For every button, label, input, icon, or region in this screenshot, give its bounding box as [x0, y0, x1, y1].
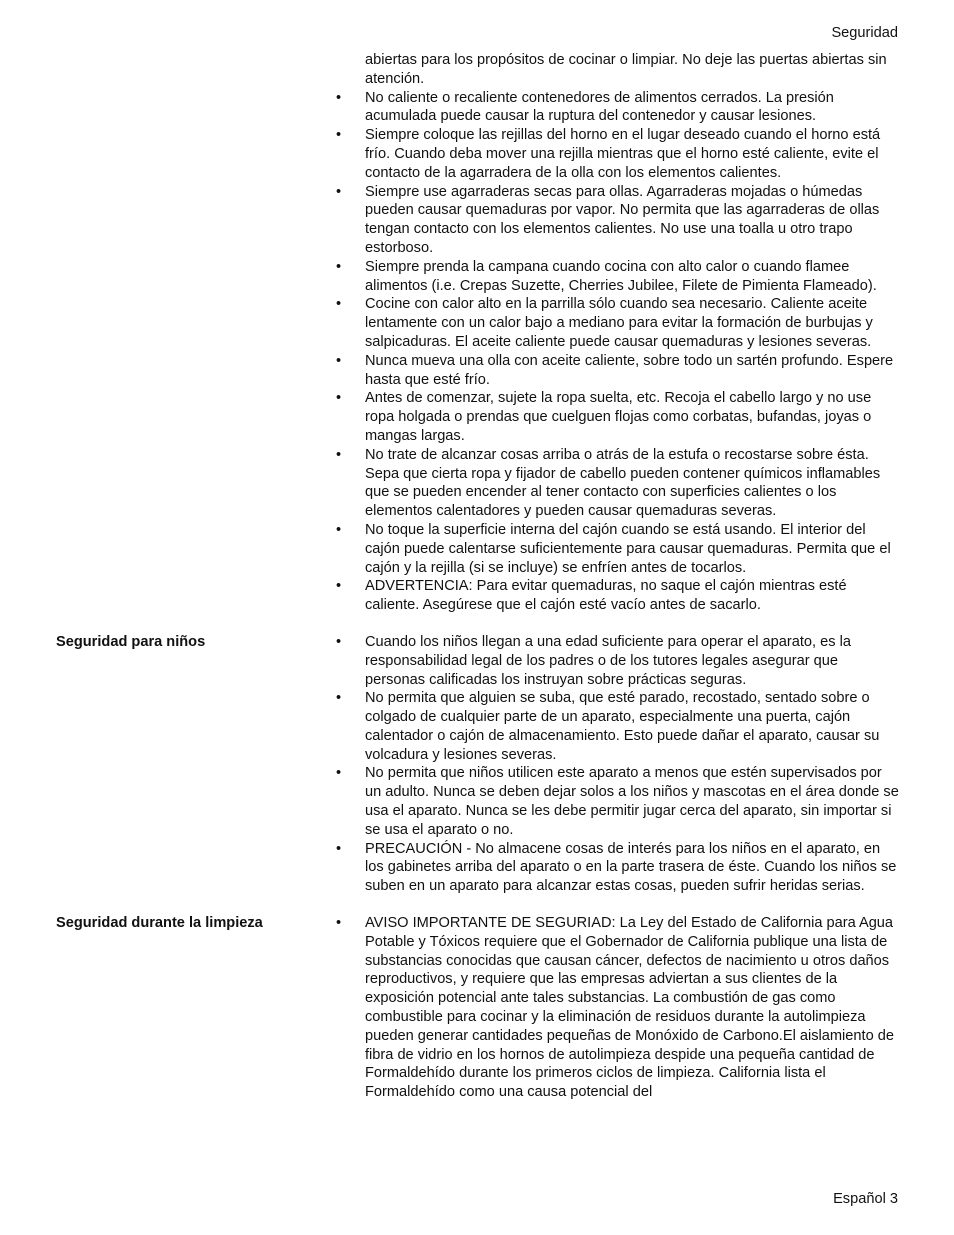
page-content: [56, 51, 900, 1102]
bullet-icon: •: [336, 127, 342, 144]
section-body: [336, 914, 900, 1102]
section-heading: [56, 51, 336, 615]
section-body: [336, 51, 900, 615]
bullet-icon: •: [336, 521, 342, 538]
list-item: [336, 446, 900, 521]
list-item-text: Siempre coloque las rejillas del horno en el lugar deseado cuando el horno está frío. Cuando deba mover una rejilla mientras que el horno esté caliente, evite el contacto de la agarradera de la olla con los elementos calientes.: [365, 127, 881, 181]
section-cleaning-safety: [56, 914, 900, 1102]
bullet-list: [336, 633, 900, 896]
list-item-text: PRECAUCIÓN - No almacene cosas de interés para los niños en el aparato, en los gabinetes arriba del aparato o en la parte trasera de éste. Cuando los niños se suben en un aparato para alcanzar estas cosas, pueden sufrir heridas serias.: [365, 840, 897, 895]
list-item: [336, 89, 900, 127]
bullet-icon: •: [336, 915, 342, 932]
list-item-text: No trate de alcanzar cosas arriba o atrás de la estufa o recostarse sobre ésta. Sepa que cierta ropa y fijador de cabello pueden contener químicos inflamables que se pueden encender al tener contacto con superficies calientes o los elementos calentadores y pueden causar quemaduras severas.: [365, 446, 881, 520]
list-item: [336, 258, 900, 296]
list-item-text: ADVERTENCIA: Para evitar quemaduras, no saque el cajón mientras esté caliente. Asegúrese que el cajón esté vacío antes de sacarlo.: [365, 578, 847, 614]
list-item: [336, 914, 900, 1102]
bullet-icon: •: [336, 690, 342, 707]
bullet-icon: •: [336, 352, 342, 369]
page-number: Español 3: [833, 1191, 898, 1207]
bullet-icon: •: [336, 183, 342, 200]
list-item: [336, 295, 900, 351]
section-child-safety: [56, 633, 900, 896]
bullet-icon: •: [336, 390, 342, 407]
list-item-text: Siempre prenda la campana cuando cocina con alto calor o cuando flamee alimentos (i.e. Crepas Suzette, Cherries Jubilee, Filete de Pimienta Flameado).: [365, 258, 877, 294]
section-heading: Seguridad durante la limpieza: [56, 915, 263, 932]
continued-paragraph: abiertas para los propósitos de cocinar o limpiar. No deje las puertas abiertas sin atención.: [365, 52, 887, 87]
list-item-text: Cuando los niños llegan a una edad suficiente para operar el aparato, es la responsabilidad legal de los padres o de los tutores legales asegurar que personas calificadas los instruyan sobre prácticas seguras.: [365, 633, 851, 688]
list-item: [336, 764, 900, 839]
bullet-icon: •: [336, 633, 342, 650]
list-item-text: No permita que niños utilicen este aparato a menos que estén supervisados por un adulto. Nunca se deben dejar solos a los niños y mascotas en el área donde se usa el aparato. Nunca se les debe permitir jugar cerca del aparato, sin importar si se usa el aparato o no.: [365, 765, 899, 838]
section-heading: Seguridad para niños: [56, 633, 206, 650]
list-item: [336, 126, 900, 182]
list-item: [336, 183, 900, 258]
list-item-text: No caliente o recaliente contenedores de alimentos cerrados. La presión acumulada puede causar la ruptura del contenedor y causar lesiones.: [365, 89, 834, 125]
list-item: [336, 352, 900, 390]
list-item: [336, 389, 900, 445]
bullet-icon: •: [336, 89, 342, 106]
bullet-list: [336, 914, 900, 1102]
list-item-text: No toque la superficie interna del cajón cuando se está usando. El interior del cajón puede calentarse suficientemente para causar quemaduras. Permita que el cajón y la rejilla (si se incluye) se enfríen antes de tocarlos.: [365, 521, 891, 576]
section-general-safety: [56, 51, 900, 615]
list-item-text: AVISO IMPORTANTE DE SEGURIAD: La Ley del Estado de California para Agua Potable y Tóxicos requiere que el Gobernador de California publique una lista de substancias conocidas que causan cáncer, defectos de nacimiento u otros daños reproductivos, y requiere que las empresas adviertan a sus clientes de la exposición potencial ante tales substancias. La combustión de gas como combustible para cocinar y la eliminación de residuos durante la autolimpieza pueden generar cantidades pequeñas de Monóxido de Carbono.El aislamiento de fibra de vidrio en los hornos de autolimpieza despide una pequeña cantidad de Formaldehído durante los primeros ciclos de limpieza. California lista el Formaldehído como una causa potencial del: [365, 915, 894, 1101]
bullet-icon: •: [336, 840, 342, 857]
list-item-text: No permita que alguien se suba, que esté parado, recostado, sentado sobre o colgado de cualquier parte de un aparato, especialmente una puerta, cajón calentador o cajón de almacenamiento. Esto puede dañar el aparato, causar su volcadura y lesiones severas.: [365, 690, 880, 763]
bullet-icon: •: [336, 446, 342, 463]
bullet-icon: •: [336, 296, 342, 313]
running-header: Seguridad: [831, 25, 898, 41]
bullet-icon: •: [336, 765, 342, 782]
list-item: [336, 840, 900, 896]
list-item: [336, 689, 900, 764]
list-item-text: Cocine con calor alto en la parrilla sólo cuando sea necesario. Caliente aceite lentamente con un calor bajo a mediano para evitar la formación de burbujas y salpicaduras. El aceite caliente puede causar quemaduras y lesiones severas.: [365, 296, 873, 350]
section-body: [336, 633, 900, 896]
list-item-text: Nunca mueva una olla con aceite caliente, sobre todo un sartén profundo. Espere hasta que esté frío.: [365, 352, 894, 388]
list-item: [336, 577, 900, 615]
list-item-text: Antes de comenzar, sujete la ropa suelta, etc. Recoja el cabello largo y no use ropa holgada o prendas que cuelguen flojas como corbatas, bufandas, joyas o mangas largas.: [365, 390, 872, 444]
list-item-text: Siempre use agarraderas secas para ollas. Agarraderas mojadas o húmedas pueden causar quemaduras por vapor. No permita que las agarraderas de ollas tengan contacto con los elementos calientes. No use una toalla u otro trapo estorboso.: [365, 183, 880, 256]
bullet-list: [336, 89, 900, 615]
list-item: [336, 521, 900, 577]
list-item: [336, 633, 900, 689]
bullet-icon: •: [336, 258, 342, 275]
bullet-icon: •: [336, 578, 342, 595]
